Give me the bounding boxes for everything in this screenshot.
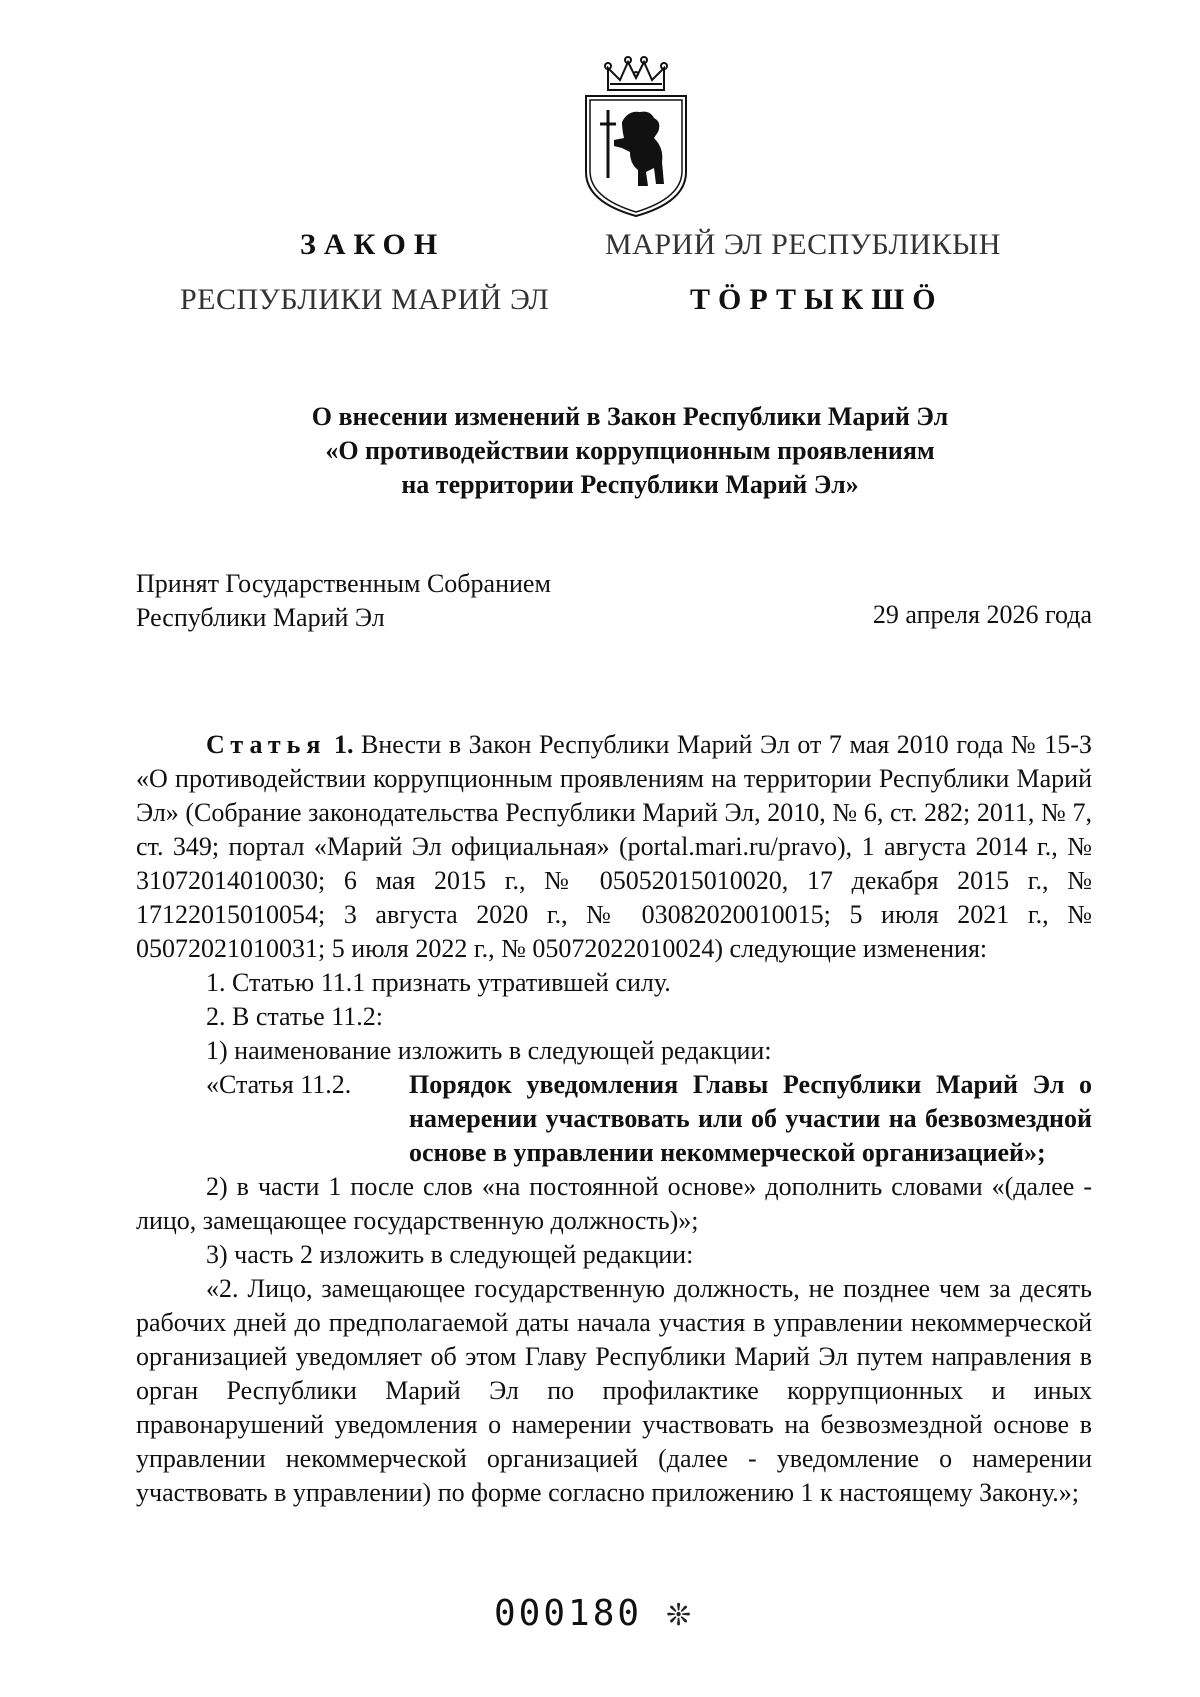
- law-title: [140, 400, 1120, 502]
- list-item: 3) часть 2 изложить в следующей редакции:: [206, 1240, 694, 1269]
- adoption-statement: [136, 567, 551, 635]
- article-heading-number: «Статья 11.2.: [206, 1070, 352, 1099]
- article-number: 1.: [333, 730, 354, 759]
- law-title-line: на территории Республики Марий Эл»: [401, 470, 859, 499]
- article-heading-name: Порядок уведомления Главы Республики Марий Эл о намерении участвовать или об участии на безвозмездной основе в управлении некоммерческой организацией»;: [409, 1070, 1092, 1167]
- adoption-line: Принят Государственным Собранием: [136, 569, 551, 598]
- law-title-line: «О противодействии коррупционным проявлениям: [325, 436, 935, 465]
- ornament-icon: ❊: [666, 1599, 692, 1632]
- law-header-word-mari: ТӦРТЫКШӦ: [690, 283, 944, 316]
- republic-name-russian: РЕСПУБЛИКИ МАРИЙ ЭЛ: [180, 283, 550, 316]
- article-heading: [136, 1068, 1092, 1170]
- list-item: 1. Статью 11.1 признать утратившей силу.: [206, 968, 671, 997]
- document-serial-number: 000180: [494, 1593, 643, 1634]
- adoption-date: 29 апреля 2026 года: [872, 600, 1092, 629]
- coat-of-arms-icon: [578, 52, 694, 220]
- list-item: 2) в части 1 после слов «на постоянной основе» дополнить словами «(далее - лицо, замещающее государственную должность)»;: [136, 1172, 1092, 1235]
- law-header-word: ЗАКОН: [300, 228, 446, 261]
- article-1-intro: [136, 728, 1092, 966]
- article-1-body: [136, 728, 1092, 1510]
- list-item: 2. В статье 11.2:: [206, 1002, 383, 1031]
- adoption-line: Республики Марий Эл: [136, 603, 385, 632]
- article-intro-text: Внести в Закон Республики Марий Эл от 7 мая 2010 года № 15-З «О противодействии коррупционным проявлениям на территории Республики Марий Эл» (Собрание законодательства Республики Марий Эл, 2010, № 6, ст. 282; 2011, № 7, ст. 349; портал «Марий Эл официальная» (portal.mari.ru/pravo), 1 августа 2014 г., № 31072014010030; 6 мая 2015 г., № 05052015010020, 17 декабря 2015 г., № 17122015010054; 3 августа 2020 г., № 03082020010015; 5 июля 2021 г., № 05072021010031; 5 июля 2022 г., № 05072022010024) следующие изменения:: [136, 730, 1092, 963]
- list-item: 1) наименование изложить в следующей редакции:: [206, 1036, 772, 1065]
- quoted-part-2: «2. Лицо, замещающее государственную должность, не позднее чем за десять рабочих дней до предполагаемой даты начала участия в управлении некоммерческой организацией уведомляет об этом Главу Республики Марий Эл путем направления в орган Республики Марий Эл по профилактике коррупционных и иных правонарушений уведомления о намерении участвовать на безвозмездной основе в управлении некоммерческой организацией (далее - уведомление о намерении участвовать в управлении) по форме согласно приложению 1 к настоящему Закону.»;: [136, 1274, 1092, 1507]
- law-title-line: О внесении изменений в Закон Республики Марий Эл: [311, 402, 949, 431]
- article-label: Статья: [206, 730, 327, 759]
- republic-name-mari: МАРИЙ ЭЛ РЕСПУБЛИКЫН: [605, 228, 1001, 261]
